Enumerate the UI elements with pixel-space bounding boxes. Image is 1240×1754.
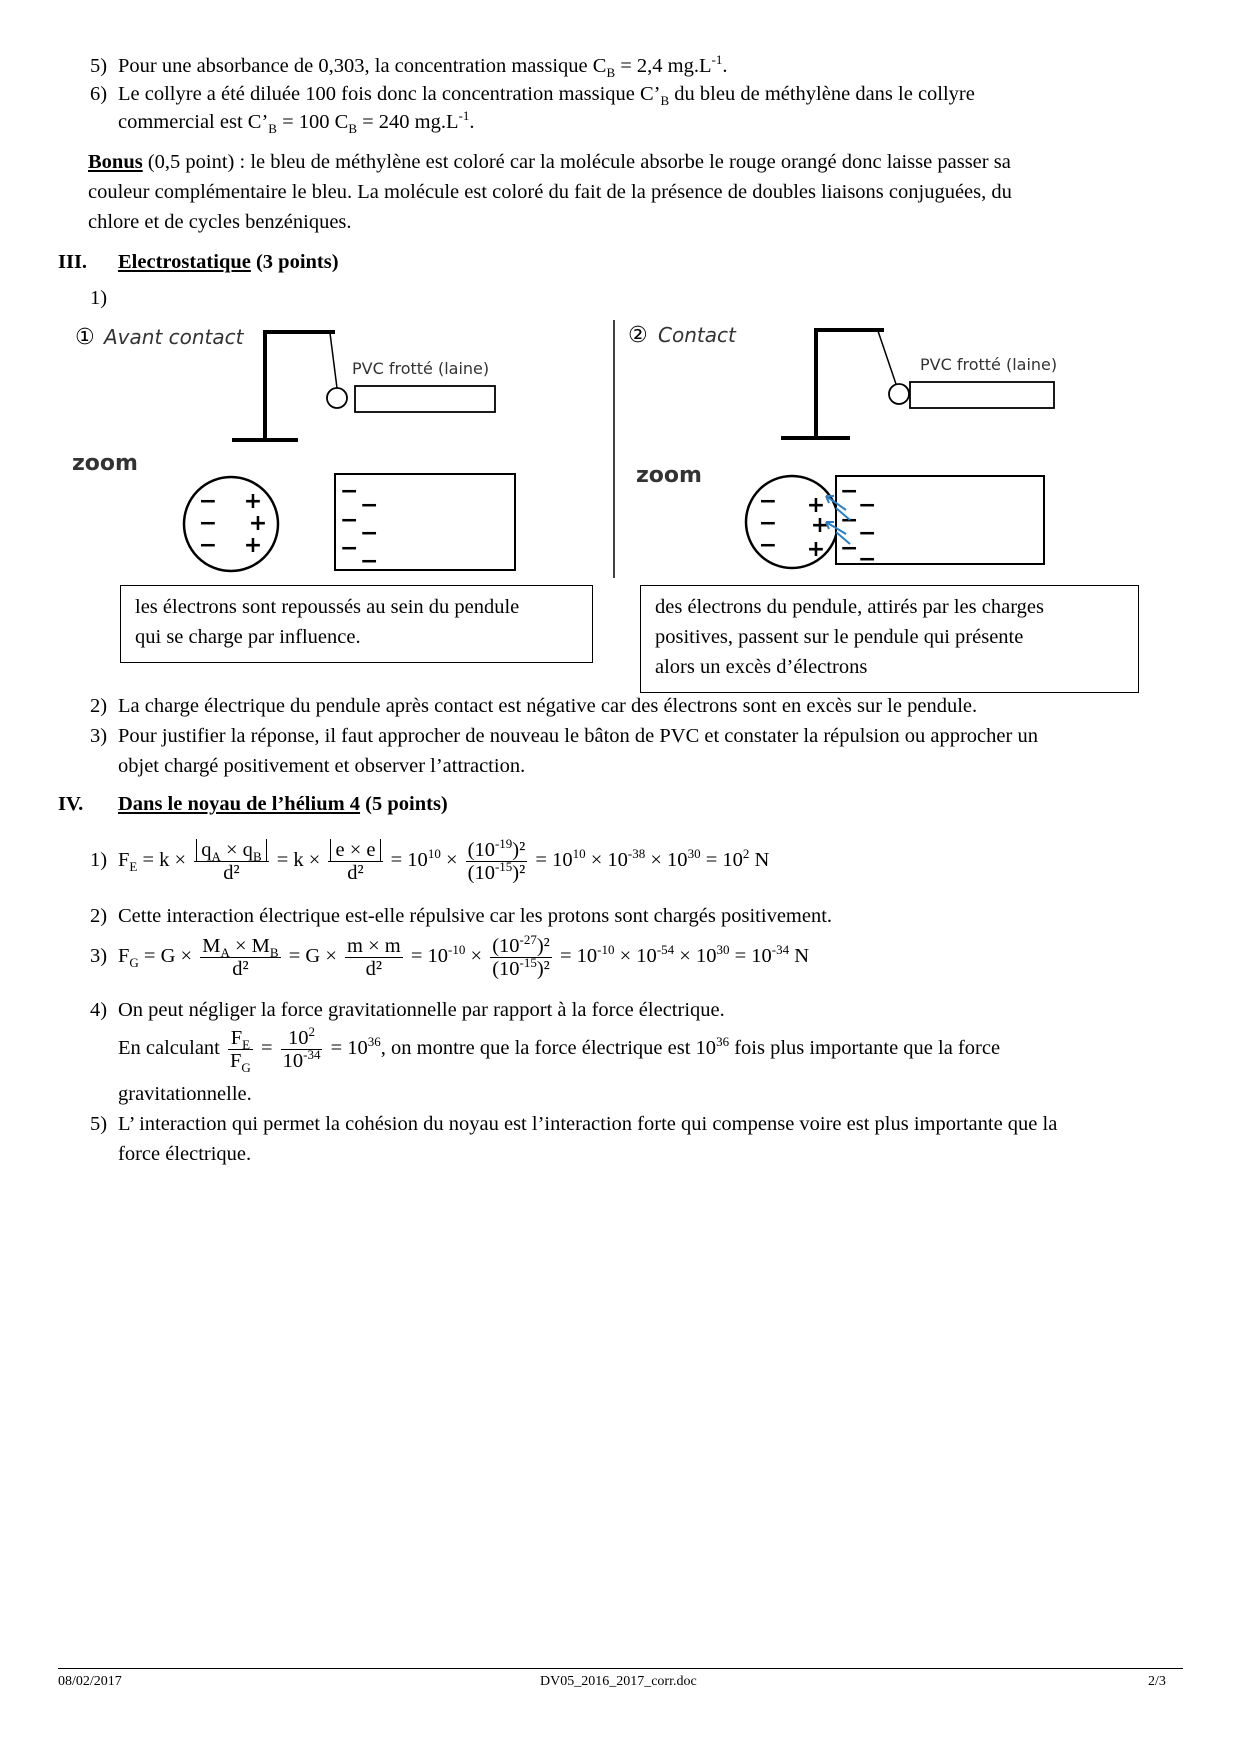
right-stand [781,330,884,438]
footer-date: 08/02/2017 [58,1674,122,1689]
left-title: Avant contact [104,325,244,349]
bonus-line3: chlore et de cycles benzéniques. [88,211,352,233]
svg-text:−: − [340,479,359,504]
right-pendulum-ball [889,384,909,404]
left-stand [232,332,335,440]
svg-text:+: + [243,533,263,558]
document-page: 5) Pour une absorbance de 0,303, la concentration massique $C_B = 2,4$ $mg.L^{-1}$. 6) Le collyre a été diluée 100 fois donc la concentration massique $C’_B$ du bleu de méthylène dans le collyre commercial est $C’_B = 100$ $C_B = 240$ $mg.L^{-1}$. Bonus (0,5 point) : le bleu de méthylène est coloré car la molécule absorbe le rouge orangé donc laisse passer sa couleur complémentaire le bleu. La molécule est coloré du fait de la présence de doubles liaisons conjuguées, du chlore et de cycles benzéniques. III. Electrostatique (3 points) 1) ① Avant contact PVC frotté (laine) zoom − − − + + + − − − − − − ② Contact PVC frotté (laine) zoom − − − + + + − − − − − − les électrons sont repoussés au sein du pendule qui se charge par influence. des électrons du pendule, attirés par les charges positives, passent sur le pendule qui présente alors un excès d’électrons 2) La charge électrique du pendule après contact est négative car des électrons sont en excès sur le pendule. 3) Pour justifier la réponse, il faut approcher de nouveau le bâton de PVC et constater la répulsion ou approcher un objet chargé positivement et observer l’attraction. IV. Dans le noyau de l’hélium 4 (5 points) 1) $F_E = k$ × $\frac{q_A \times q_B}{\text{d²}}$ = k × $\frac{e \times e}{\text{d²}}$ = $10^{10}$ × $\frac{(10^{-19})^2}{(10^{-15})^2}$ = $10^{10} \times 10^{-38} \times 10^{30} = 10^2$ N 2) Cette interaction électrique est-elle répulsive car les protons sont chargés positivement. 3) $F_G = G$ × $\frac{M_A \times M_B}{\text{d²}}$ = G × $\frac{m \times m}{\text{d²}}$ = $10^{-10}$ × $\frac{(10^{-27})^2}{(10^{-15})^2}$ = $10^{-10} \times 10^{-54} \times 10^{30} = 10^{-34}$ N 4) On peut négliger la force gravitationnelle par rapport à la force électrique. En calculant $\frac{F_E}{F_G}$ = $\frac{10^2}{10^{-34}}$ = $10^{36}$, on montre que la force électrique est $10^{36}$ fois plus importante que la force gravitationnelle. 5) L’ interaction qui permet la cohésion du noyau est l’interaction forte qui compense voire est plus importante que la force électrique. 08/02/2017 DV05_2016_2017_corr.doc 2/3 [0,0,1240,1754]
frac-powers-1: $\frac{(10^{-19})^2}{(10^{-15})^2}$ [467,835,526,884]
svg-text:−: − [360,493,379,518]
frac-qa-qb: $\frac{q_A \times q_B}{\text{d²}}$ [194,839,268,884]
svg-text:−: − [858,521,877,546]
svg-text:−: − [758,511,778,536]
bonus-paragraph: Bonus (0,5 point) : le bleu de méthylène est coloré car la molécule absorbe le rouge orangé donc laisse passer sa [88,151,1011,173]
svg-text:+: + [243,489,263,514]
frac-powers-2: $\frac{(10^{-27})^2}{(10^{-15})^2}$ [492,931,550,980]
footer-filename: DV05_2016_2017_corr.doc [540,1674,697,1689]
footer-rule [58,1668,1183,1669]
frac-ratio-values: $\frac{10^2}{10^{-34}}$ [282,1023,321,1072]
svg-text:−: − [840,479,859,504]
left-pvc-rod [355,386,495,412]
electrostatic-figure [0,0,1240,600]
footer-page-number: 2/3 [1148,1674,1166,1689]
svg-text:−: − [198,489,218,514]
marker-2: ② [628,323,648,348]
svg-text:+: + [810,513,830,538]
bonus-label: Bonus [88,151,143,173]
svg-text:−: − [198,533,218,558]
left-rod-charges [340,479,378,574]
svg-text:−: − [840,508,859,533]
frac-ma-mb: $\frac{M_A \times M_B}{\text{d²}}$ [202,934,279,980]
right-pvc-rod [910,382,1054,408]
left-thread [330,333,337,388]
svg-text:+: + [806,537,826,562]
right-thread [878,331,897,387]
left-pendulum-ball [327,388,347,408]
frac-fe-fg: $\frac{F_E}{F_G}$ [230,1026,251,1075]
svg-text:−: − [198,511,218,536]
frac-e-e: $\frac{e \times e}{\text{d²}}$ [328,839,382,884]
right-explanation-box: des électrons du pendule, attirés par les charges positives, passent sur le pendule qui présente alors un excès d’électrons [640,585,1139,693]
marker-1: ① [75,325,95,350]
svg-text:−: − [340,508,359,533]
svg-text:−: − [340,536,359,561]
left-explanation-box: les électrons sont repoussés au sein du pendule qui se charge par influence. [120,585,593,663]
svg-text:−: − [858,493,877,518]
svg-text:−: − [758,533,778,558]
right-zoom-label: zoom [636,463,702,488]
svg-text:−: − [360,521,379,546]
svg-text:+: + [248,511,268,536]
svg-text:−: − [758,489,778,514]
left-rod-label: PVC frotté (laine) [352,359,490,378]
svg-text:−: − [840,536,859,561]
right-rod-label: PVC frotté (laine) [920,355,1058,374]
right-title: Contact [658,323,736,347]
svg-text:+: + [806,493,826,518]
left-zoom-label: zoom [72,451,138,476]
svg-text:−: − [360,549,379,574]
bonus-line2: couleur complémentaire le bleu. La molécule est coloré du fait de la présence de doubles liaisons conjuguées, du [88,181,1012,203]
svg-text:−: − [858,547,877,572]
right-rod-charges [840,479,876,572]
frac-m-m: $\frac{m \times m}{\text{d²}}$ [347,934,401,980]
